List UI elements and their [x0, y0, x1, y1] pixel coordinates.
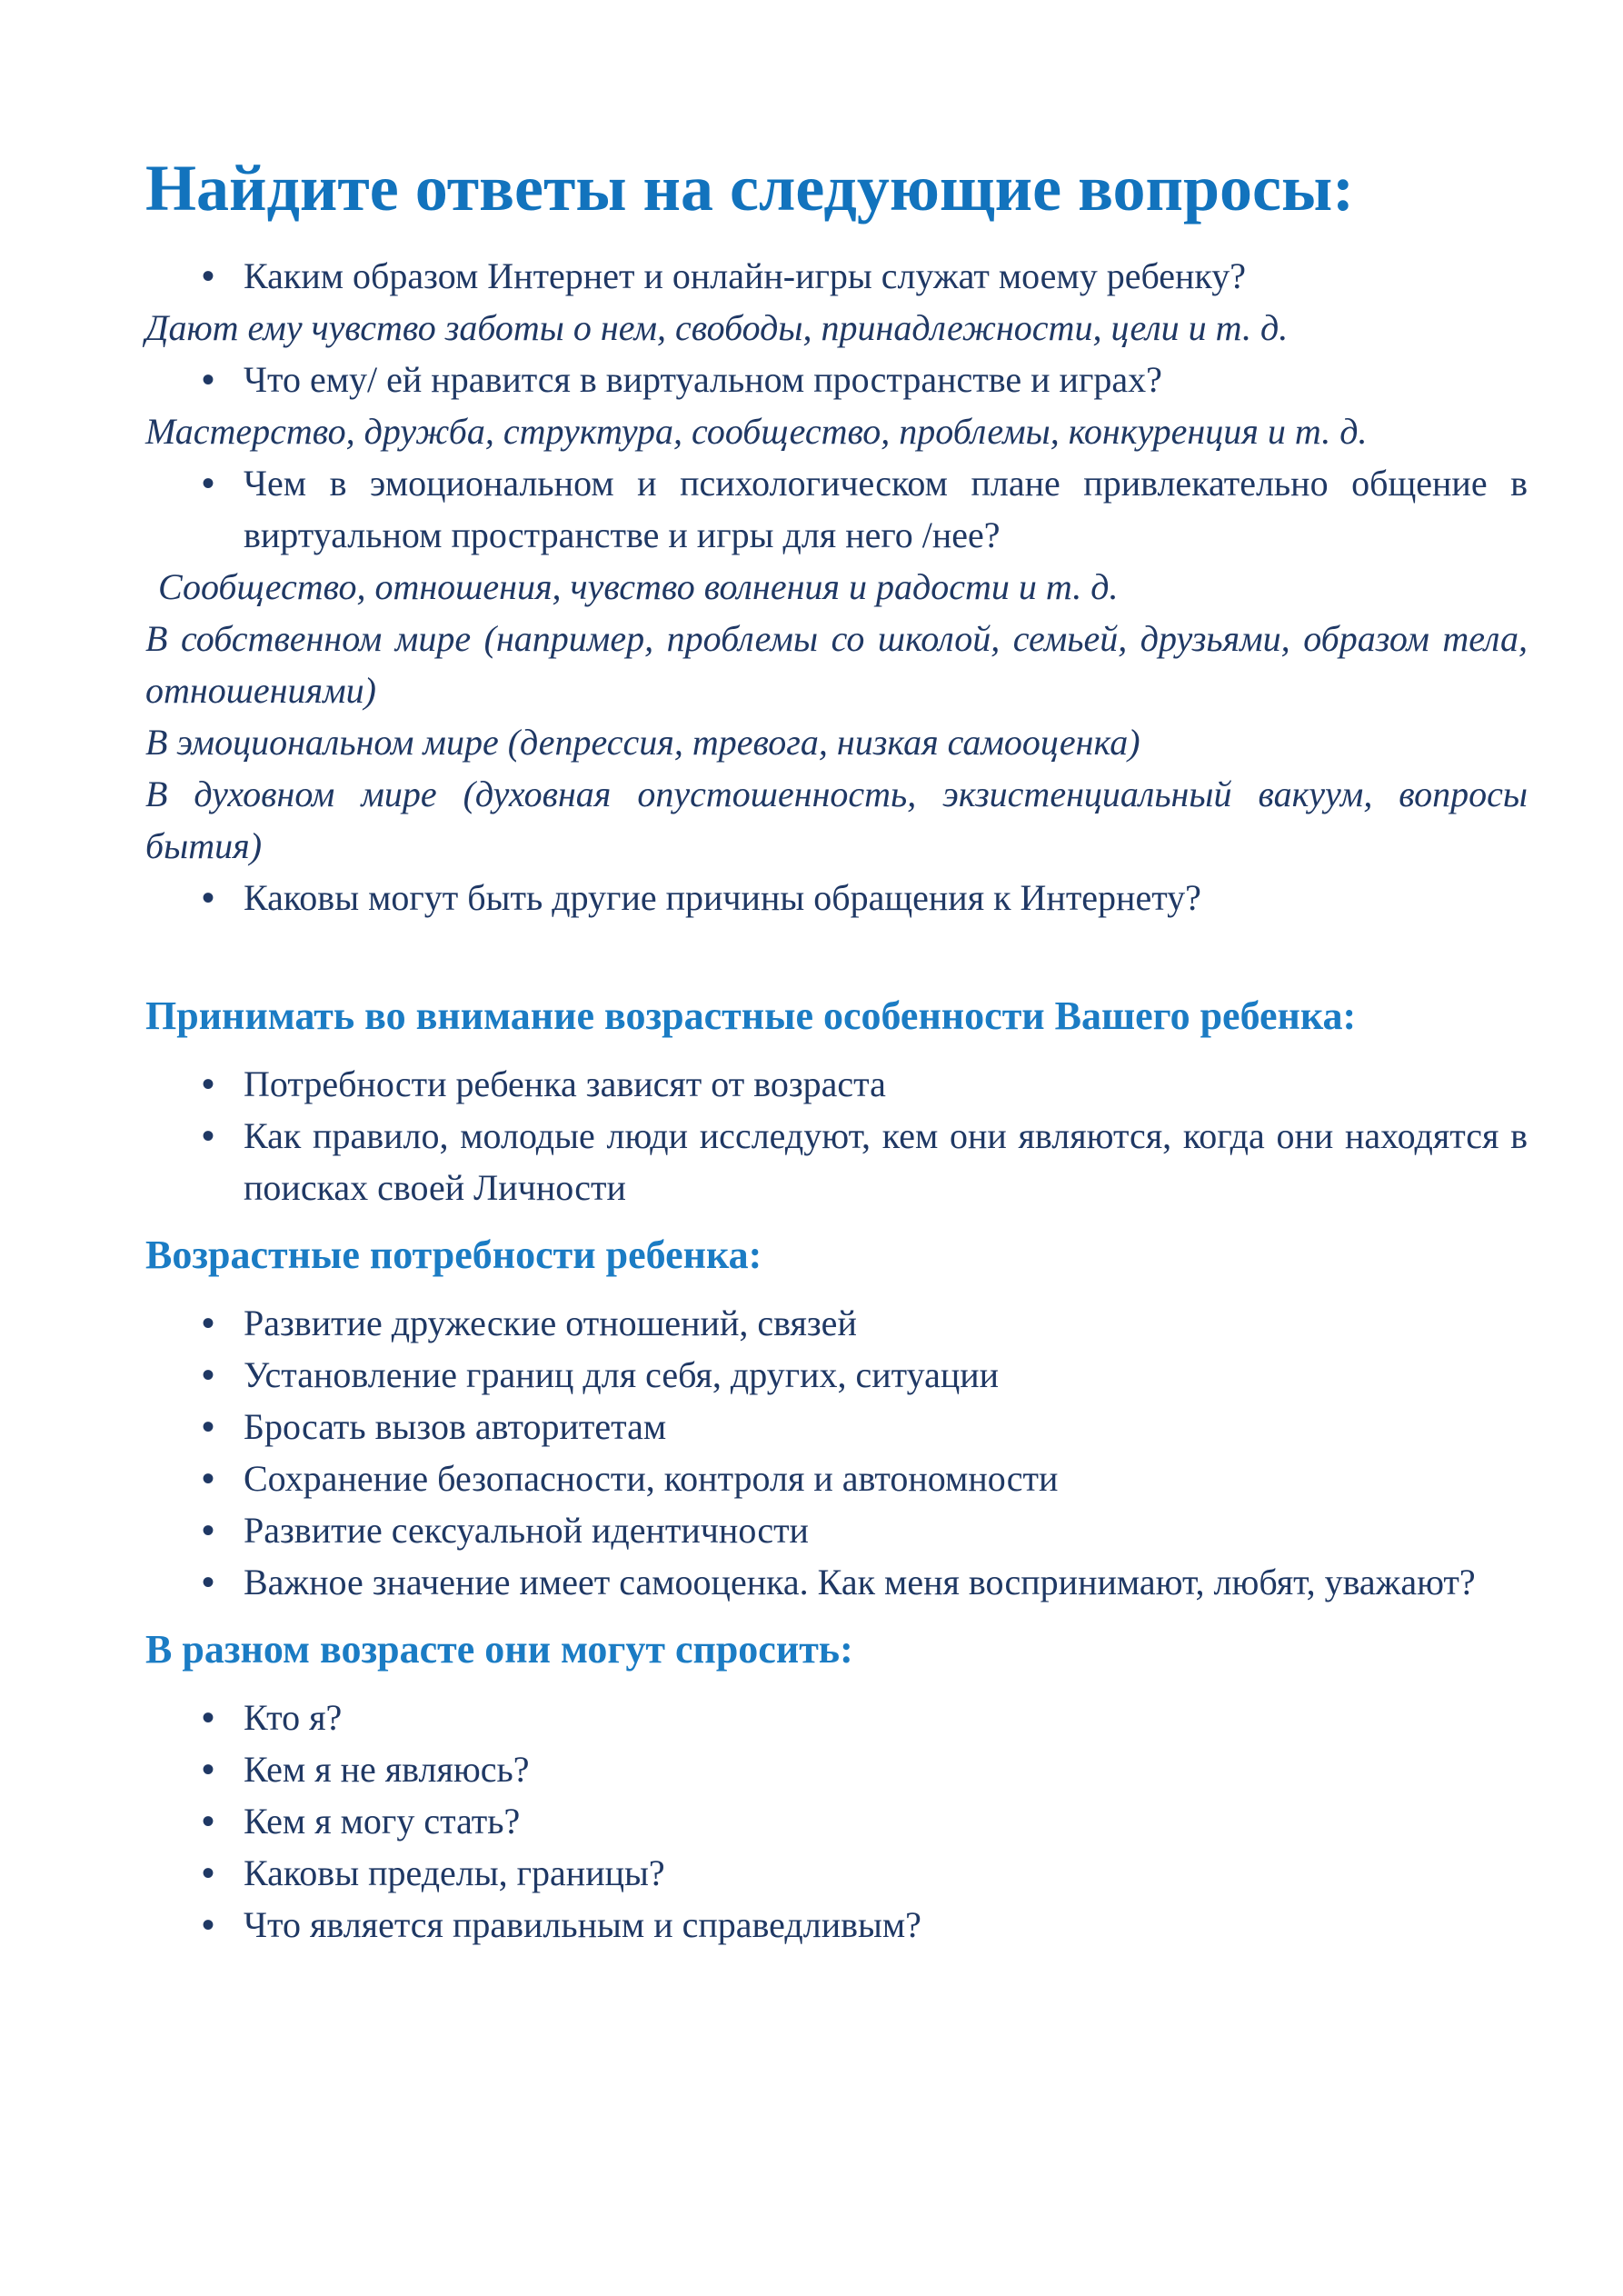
bullet-text: Развитие сексуальной идентичности	[244, 1510, 809, 1551]
page-title: Найдите ответы на следующие вопросы:	[145, 152, 1355, 225]
bullet-text: Потребности ребенка зависят от возраста	[244, 1063, 886, 1104]
bullet-icon: •	[202, 1801, 215, 1842]
bullet-text: Каковы могут быть другие причины обращения к Интернету?	[244, 877, 1201, 918]
bullet-icon: •	[202, 1458, 215, 1499]
answer-text: В духовном мире (духовная опустошенность, экзистенциальный вакуум, вопросы бытия)	[145, 774, 1528, 866]
bullet-icon: •	[202, 1697, 215, 1738]
bullet-item	[145, 1058, 1528, 1110]
bullet-icon: •	[202, 359, 215, 400]
answer-text: В собственном мире (например, проблемы со школой, семьей, друзьями, образом тела, отношениями)	[145, 618, 1528, 711]
bullet-icon: •	[202, 1303, 215, 1343]
bullet-item	[145, 1110, 1528, 1213]
bullet-icon: •	[202, 1063, 215, 1104]
bullet-text: Установление границ для себя, других, ситуации	[244, 1354, 1000, 1395]
bullet-icon: •	[202, 1749, 215, 1790]
bullet-item	[145, 1297, 1528, 1349]
bullet-item	[145, 1349, 1528, 1401]
bullet-item	[145, 1899, 1528, 1951]
bullet-icon: •	[202, 1354, 215, 1395]
bullet-item	[145, 1743, 1528, 1795]
document-body	[145, 148, 1528, 1951]
section-heading: В разном возрасте они могут спросить:	[145, 1627, 853, 1672]
answer-text: Дают ему чувство заботы о нем, свободы, принадлежности, цели и т. д.	[145, 307, 1289, 348]
bullet-icon: •	[202, 463, 215, 504]
bullet-item	[145, 1401, 1528, 1452]
bullet-text: Важное значение имеет самооценка. Как меня воспринимают, любят, уважают?	[244, 1562, 1476, 1602]
bullet-item	[145, 1847, 1528, 1899]
bullet-icon: •	[202, 1562, 215, 1602]
section-heading: Принимать во внимание возрастные особенности Вашего ребенка:	[145, 993, 1357, 1038]
bullet-text: Что является правильным и справедливым?	[244, 1904, 921, 1945]
bullet-item	[145, 1556, 1528, 1608]
bullet-item	[145, 1452, 1528, 1504]
bullet-item	[145, 457, 1528, 561]
bullet-item	[145, 250, 1528, 302]
bullet-text: Развитие дружеские отношений, связей	[244, 1303, 857, 1343]
bullet-icon: •	[202, 1406, 215, 1447]
bullet-item	[145, 1692, 1528, 1743]
bullet-icon: •	[202, 1904, 215, 1945]
bullet-icon: •	[202, 1852, 215, 1893]
answer-text: Сообщество, отношения, чувство волнения и радости и т. д.	[158, 566, 1119, 607]
bullet-text: Кем я могу стать?	[244, 1801, 521, 1842]
bullet-icon: •	[202, 1510, 215, 1551]
bullet-text: Чем в эмоциональном и психологическом плане привлекательно общение в виртуальном пространстве и игры для него /нее?	[244, 463, 1528, 555]
bullet-text: Что ему/ ей нравится в виртуальном пространстве и играх?	[244, 359, 1162, 400]
bullet-text: Кто я?	[244, 1697, 343, 1738]
bullet-text: Как правило, молодые люди исследуют, кем они являются, когда они находятся в поисках своей Личности	[244, 1115, 1528, 1208]
bullet-item	[145, 872, 1528, 923]
bullet-text: Сохранение безопасности, контроля и автономности	[244, 1458, 1059, 1499]
section-heading: Возрастные потребности ребенка:	[145, 1233, 762, 1277]
bullet-text: Бросать вызов авторитетам	[244, 1406, 667, 1447]
answer-text: В эмоциональном мире (депрессия, тревога, низкая самооценка)	[145, 722, 1140, 763]
bullet-text: Каковы пределы, границы?	[244, 1852, 665, 1893]
bullet-text: Каким образом Интернет и онлайн-игры служат моему ребенку?	[244, 255, 1247, 296]
bullet-icon: •	[202, 1115, 215, 1156]
answer-text: Мастерство, дружба, структура, сообщество, проблемы, конкуренция и т. д.	[145, 411, 1368, 452]
bullet-icon: •	[202, 877, 215, 918]
bullet-item	[145, 1795, 1528, 1847]
bullet-item	[145, 354, 1528, 405]
bullet-item	[145, 1504, 1528, 1556]
bullet-icon: •	[202, 255, 215, 296]
bullet-text: Кем я не являюсь?	[244, 1749, 530, 1790]
